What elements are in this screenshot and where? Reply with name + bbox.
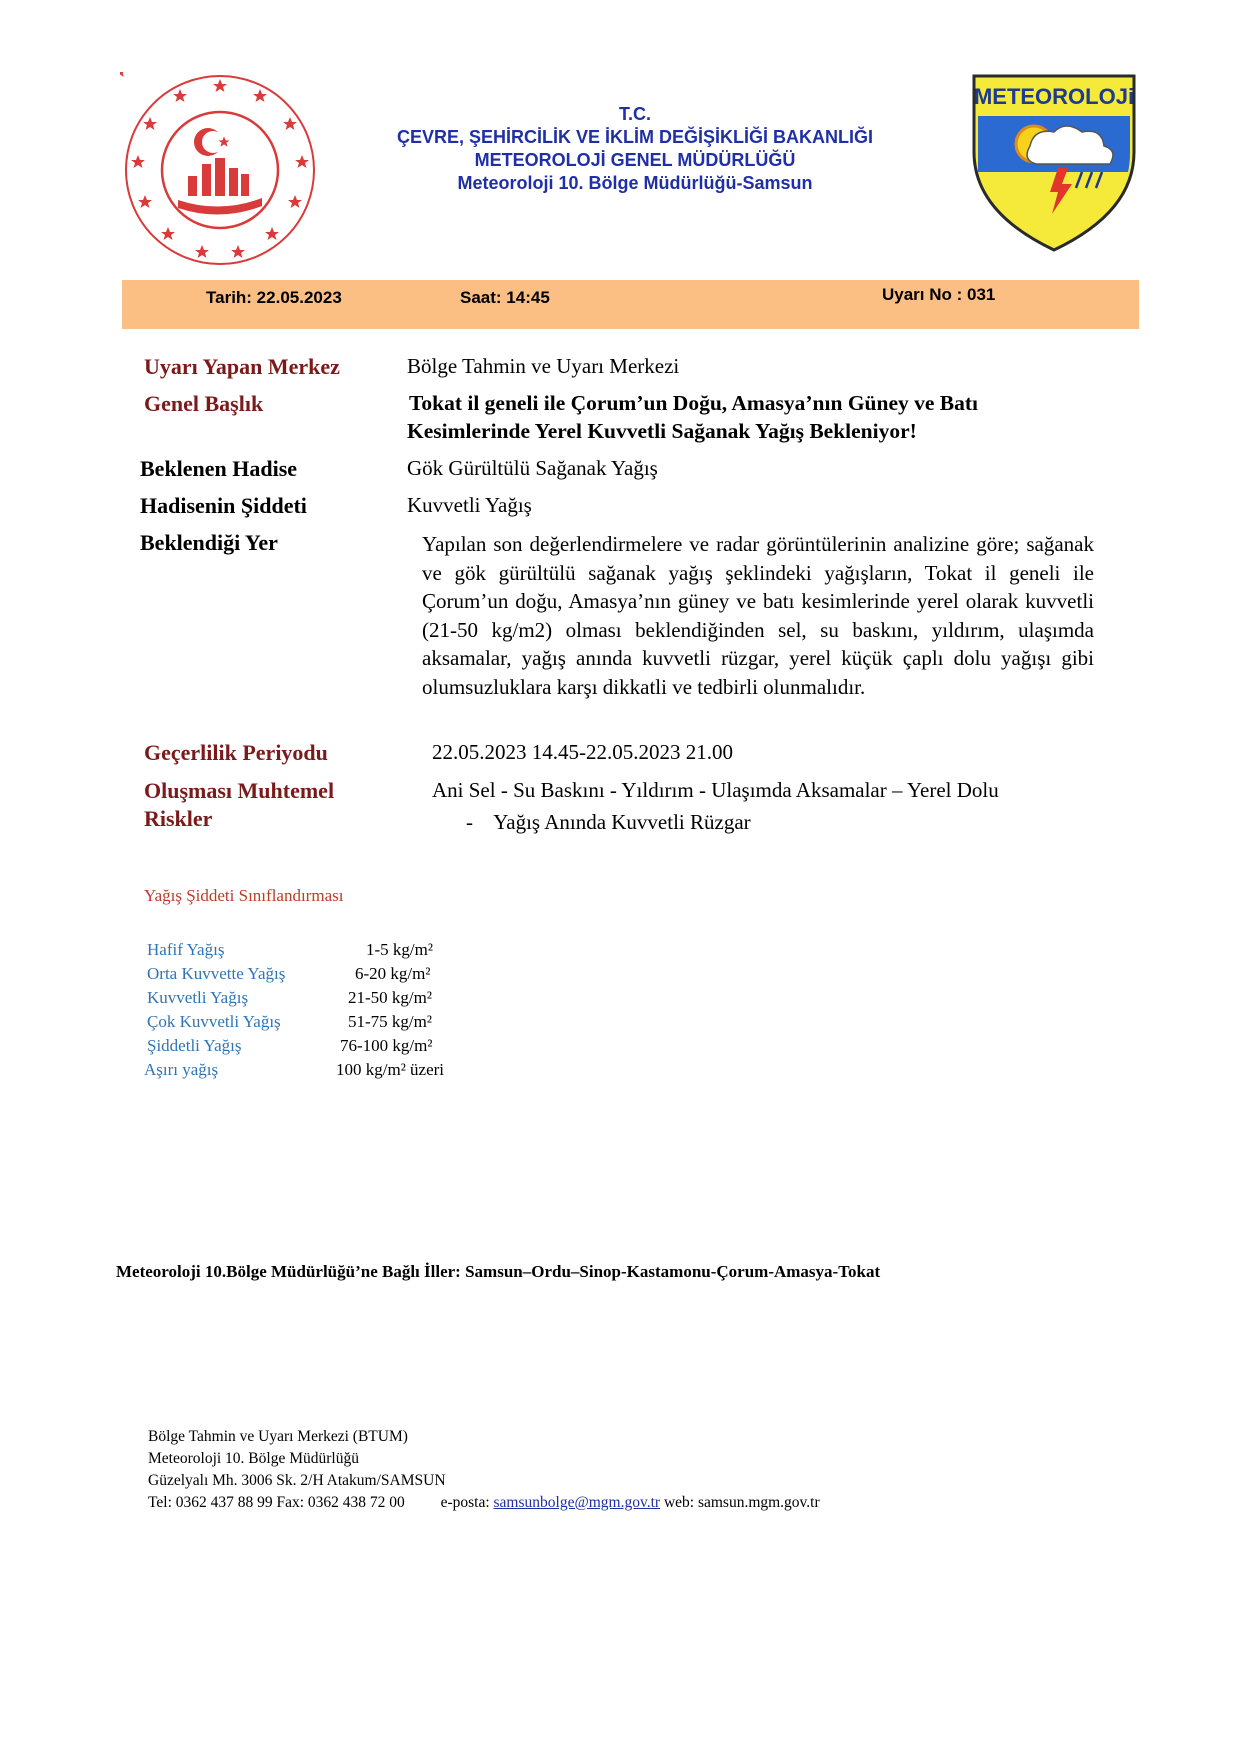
validity-label: Geçerlilik Periyodu	[144, 740, 328, 765]
event-value: Gök Gürültülü Sağanak Yağış	[407, 456, 658, 480]
place-label: Beklendiği Yer	[140, 530, 278, 555]
classification-row	[147, 1036, 241, 1060]
validity-value: 22.05.2023 14.45-22.05.2023 21.00	[432, 740, 733, 764]
classification-value: 1-5 kg/m²	[366, 940, 433, 959]
email-label: e-posta:	[440, 1494, 490, 1511]
warning-info-band	[122, 280, 1139, 329]
title-value-line1: Tokat il geneli ile Çorum’un Doğu, Amasya’nın Güney ve Batı	[409, 391, 979, 415]
contact-line	[148, 1494, 820, 1512]
classification-name: Çok Kuvvetli Yağış	[147, 1012, 281, 1031]
header-regional-office: Meteoroloji 10. Bölge Müdürlüğü-Samsun	[457, 173, 813, 193]
logo-wordmark: METEOROLOJi	[973, 84, 1135, 109]
address-line1: Bölge Tahmin ve Uyarı Merkezi (BTUM)	[148, 1428, 408, 1445]
provinces-line: Meteoroloji 10.Bölge Müdürlüğü’ne Bağlı İller: Samsun–Ordu–Sinop-Kastamonu-Çorum-Amasya-Tokat	[116, 1262, 881, 1281]
classification-row	[147, 1012, 281, 1036]
phone-fax: Tel: 0362 437 88 99 Fax: 0362 438 72 00	[148, 1494, 405, 1511]
classification-name: Kuvvetli Yağış	[147, 988, 249, 1007]
classification-value: 6-20 kg/m²	[355, 964, 431, 983]
ministry-seal-logo	[120, 72, 320, 268]
classification-row	[147, 988, 248, 1012]
event-label: Beklenen Hadise	[140, 456, 298, 481]
classification-row	[147, 940, 224, 964]
risks-value-line2: - Yağış Anında Kuvvetli Rüzgar	[466, 810, 751, 834]
header-ministry: ÇEVRE, ŞEHİRCİLİK VE İKLİM DEĞİŞİKLİĞİ BAKANLIĞI	[396, 127, 874, 147]
classification-row	[147, 964, 285, 988]
classification-name: Şiddetli Yağış	[147, 1036, 242, 1055]
warning-date: Tarih: 22.05.2023	[206, 288, 342, 307]
risks-label-line1: Oluşması Muhtemel	[144, 778, 335, 803]
email-link[interactable]: samsunbolge@mgm.gov.tr	[493, 1494, 661, 1511]
classification-value: 21-50 kg/m²	[348, 988, 432, 1007]
classification-name: Orta Kuvvette Yağış	[147, 964, 286, 983]
severity-value: Kuvvetli Yağış	[407, 493, 532, 517]
classification-name: Aşırı yağış	[144, 1060, 219, 1079]
warning-time: Saat: 14:45	[460, 288, 550, 307]
severity-label: Hadisenin Şiddeti	[140, 493, 307, 518]
classification-value: 100 kg/m² üzeri	[336, 1060, 445, 1079]
warning-number: Uyarı No : 031	[882, 285, 996, 304]
center-label: Uyarı Yapan Merkez	[144, 354, 340, 379]
address-line2: Meteoroloji 10. Bölge Müdürlüğü	[148, 1450, 359, 1467]
header-tc: T.C.	[618, 104, 651, 124]
website: web: samsun.mgm.gov.tr	[663, 1494, 820, 1511]
address-line3: Güzelyalı Mh. 3006 Sk. 2/H Atakum/SAMSUN	[148, 1472, 446, 1489]
place-value: Yapılan son değerlendirmelere ve radar görüntülerinin analizine göre; sağanak ve gök gürültülü sağanak yağış şeklindeki yağışların, Tokat il geneli ile Çorum’un doğu, Amasya’nın güney ve batı kesimlerinde yerel olarak kuvvetli (21-50 kg/m2) olması beklendiğinden sel, su baskını, yıldırım, ulaşımda aksamalar, yağış anında kuvvetli rüzgar, yerel küçük çaplı dolu yağışı gibi olumsuzluklara karşı dikkatli ve tedbirli olunmalıdır.	[422, 532, 1094, 699]
classification-title: Yağış Şiddeti Sınıflandırması	[144, 886, 344, 905]
classification-name: Hafif Yağış	[147, 940, 225, 959]
title-value-line2: Kesimlerinde Yerel Kuvvetli Sağanak Yağış Bekleniyor!	[407, 419, 917, 443]
title-label: Genel Başlık	[144, 391, 264, 416]
risks-value-line1: Ani Sel - Su Baskını - Yıldırım - Ulaşımda Aksamalar – Yerel Dolu	[432, 778, 999, 802]
classification-value: 76-100 kg/m²	[340, 1036, 433, 1055]
classification-value: 51-75 kg/m²	[348, 1012, 432, 1031]
city-buildings-icon	[188, 158, 249, 196]
crescent-star-icon	[194, 128, 230, 156]
classification-row	[144, 1060, 218, 1084]
header-directorate: METEOROLOJİ GENEL MÜDÜRLÜĞÜ	[474, 150, 796, 170]
center-value: Bölge Tahmin ve Uyarı Merkezi	[407, 354, 680, 378]
risks-label-line2: Riskler	[144, 806, 213, 831]
meteoroloji-shield-logo	[970, 72, 1138, 254]
